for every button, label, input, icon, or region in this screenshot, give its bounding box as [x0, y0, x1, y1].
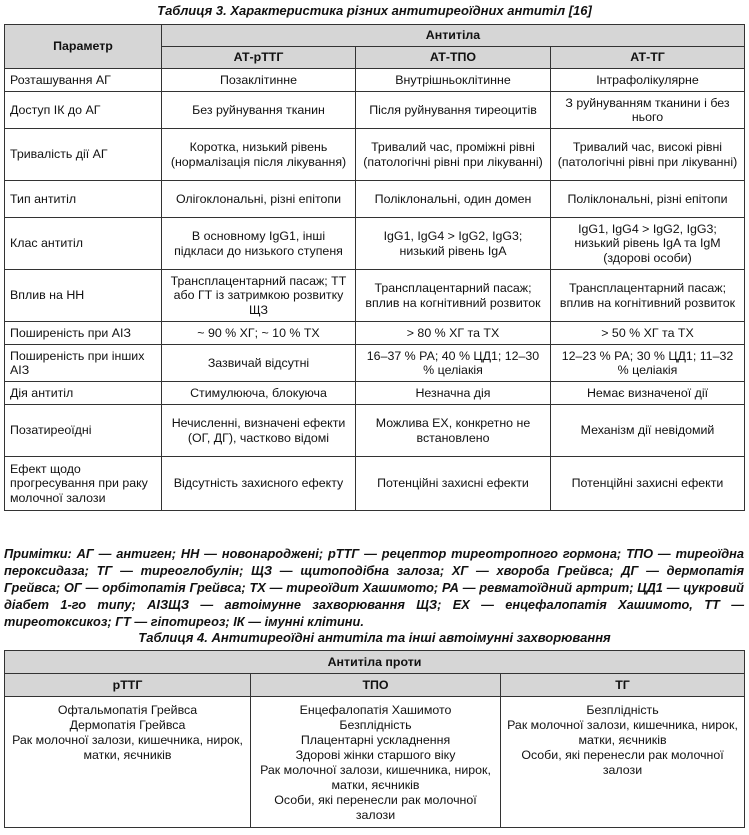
header-param: Параметр	[5, 25, 162, 69]
value-cell: Позаклітинне	[162, 69, 356, 92]
value-cell: Потенційні захисні ефекти	[356, 457, 551, 511]
list-item: Рак молочної залози, кишечника, нирок, матки, яєчників	[507, 718, 738, 747]
header-col-1: АТ-рТТГ	[162, 47, 356, 69]
table-row	[5, 129, 745, 181]
header-col-2: АТ-ТПО	[356, 47, 551, 69]
header-col-2: ТПО	[251, 674, 501, 697]
value-cell: В основному IgG1, інші підкласи до низького ступеня	[162, 218, 356, 270]
list-item: Рак молочної залози, кишечника, нирок, матки, яєчників	[12, 733, 243, 762]
table-row	[5, 181, 745, 218]
column-tpo	[251, 697, 501, 828]
value-cell: Поліклональні, один домен	[356, 181, 551, 218]
value-cell: Коротка, низький рівень (нормалізація після лікування)	[162, 129, 356, 181]
value-cell: Нечисленні, визначені ефекти (ОГ, ДГ), частково відомі	[162, 405, 356, 457]
table-row	[5, 270, 745, 322]
value-cell: Тривалий час, високі рівні (патологічні рівні при лікуванні)	[551, 129, 745, 181]
header-col-3: ТГ	[501, 674, 745, 697]
table-row	[5, 345, 745, 382]
list-item: Особи, які перенесли рак молочної залози	[521, 748, 724, 777]
table-row	[5, 322, 745, 345]
column-tg	[501, 697, 745, 828]
header-col-3: АТ-ТГ	[551, 47, 745, 69]
value-cell: > 50 % ХГ та ТХ	[551, 322, 745, 345]
value-cell: З руйнуванням тканини і без нього	[551, 92, 745, 129]
header-col-1: рТТГ	[5, 674, 251, 697]
value-cell: Внутрішньоклітинне	[356, 69, 551, 92]
table-row	[5, 405, 745, 457]
value-cell: Поліклональні, різні епітопи	[551, 181, 745, 218]
table4-caption: Таблиця 4. Антитиреоїдні антитіла та інші автоімунні захворювання	[138, 630, 611, 645]
value-cell: Немає визначеної дії	[551, 382, 745, 405]
value-cell: ~ 90 % ХГ; ~ 10 % ТХ	[162, 322, 356, 345]
value-cell: Інтрафолікулярне	[551, 69, 745, 92]
table3-caption: Таблиця 3. Характеристика різних антитиреоїдних антитіл [16]	[157, 3, 592, 18]
value-cell: 16–37 % РА; 40 % ЦД1; 12–30 % целіакія	[356, 345, 551, 382]
header-antibodies: Антитіла	[162, 25, 745, 47]
value-cell: IgG1, IgG4 > IgG2, IgG3; низький рівень IgA	[356, 218, 551, 270]
value-cell: 12–23 % РА; 30 % ЦД1; 11–32 % целіакія	[551, 345, 745, 382]
list-item: Плацентарні ускладнення	[300, 733, 451, 747]
list-item: Здорові жінки старшого віку	[295, 748, 456, 762]
list-item: Офтальмопатія Грейвса	[57, 703, 198, 717]
param-cell: Позатиреоїдні	[5, 405, 162, 457]
value-cell: > 80 % ХГ та ТХ	[356, 322, 551, 345]
table-row	[5, 382, 745, 405]
value-cell: Тривалий час, проміжні рівні (патологічні рівні при лікуванні)	[356, 129, 551, 181]
table4	[4, 650, 745, 828]
value-cell: Олігоклональні, різні епітопи	[162, 181, 356, 218]
column-rttg	[5, 697, 251, 828]
list-item: Рак молочної залози, кишечника, нирок, матки, яєчників	[260, 763, 491, 792]
table-row	[5, 218, 745, 270]
value-cell: Трансплацентарний пасаж; вплив на когнітивний розвиток	[356, 270, 551, 322]
param-cell: Тривалість дії АГ	[5, 129, 162, 181]
table-row	[5, 92, 745, 129]
value-cell: Зазвичай відсутні	[162, 345, 356, 382]
param-cell: Тип антитіл	[5, 181, 162, 218]
value-cell: Механізм дії невідомий	[551, 405, 745, 457]
param-cell: Доступ ІК до АГ	[5, 92, 162, 129]
list-item: Дермопатія Грейвса	[69, 718, 186, 732]
value-cell: Стимулююча, блокуюча	[162, 382, 356, 405]
value-cell: Трансплацентарний пасаж; ТТ або ГТ із затримкою розвитку ЩЗ	[162, 270, 356, 322]
value-cell: Можлива ЕХ, конкретно не встановлено	[356, 405, 551, 457]
list-item: Особи, які перенесли рак молочної залози	[274, 793, 477, 822]
list-item: Безплідність	[339, 718, 412, 732]
table3-notes: Примітки: АГ — антиген; НН — новонароджені; рТТГ — рецептор тиреотропного гормона; ТПО — тиреоїдна пероксидаза; ТГ — тиреоглобулін; ЩЗ — щитоподібна залоза; ХГ — хвороба Грейвса; ДГ — дермопатія Грейвса; ОГ — орбітопатія Грейвса; ТХ — тиреоїдит Хашимото; РА — ревматоїдний артрит; ЦД1 — цукровий діабет 1-го типу; АІЗЩЗ — автоімунне захворювання ЩЗ; ЕХ — енцефалопатія Хашимото, ТТ — тиреотоксикоз; ГТ — гіпотиреоз; ІК — імунні клітини.	[4, 546, 744, 629]
param-cell: Дія антитіл	[5, 382, 162, 405]
table-row	[5, 457, 745, 511]
value-cell: Без руйнування тканин	[162, 92, 356, 129]
header-antibodies-against: Антитіла проти	[5, 651, 745, 674]
table-row	[5, 69, 745, 92]
param-cell: Поширеність при інших АІЗ	[5, 345, 162, 382]
param-cell: Розташування АГ	[5, 69, 162, 92]
param-cell: Клас антитіл	[5, 218, 162, 270]
param-cell: Ефект щодо прогресування при раку молочної залози	[5, 457, 162, 511]
value-cell: IgG1, IgG4 > IgG2, IgG3; низький рівень IgA та IgM (здорові особи)	[551, 218, 745, 270]
value-cell: Відсутність захисного ефекту	[162, 457, 356, 511]
param-cell: Поширеність при АІЗ	[5, 322, 162, 345]
value-cell: Потенційні захисні ефекти	[551, 457, 745, 511]
list-item: Безплідність	[586, 703, 659, 717]
value-cell: Трансплацентарний пасаж; вплив на когнітивний розвиток	[551, 270, 745, 322]
value-cell: Після руйнування тиреоцитів	[356, 92, 551, 129]
table3	[4, 24, 745, 511]
param-cell: Вплив на НН	[5, 270, 162, 322]
list-item: Енцефалопатія Хашимото	[299, 703, 452, 717]
value-cell: Незначна дія	[356, 382, 551, 405]
